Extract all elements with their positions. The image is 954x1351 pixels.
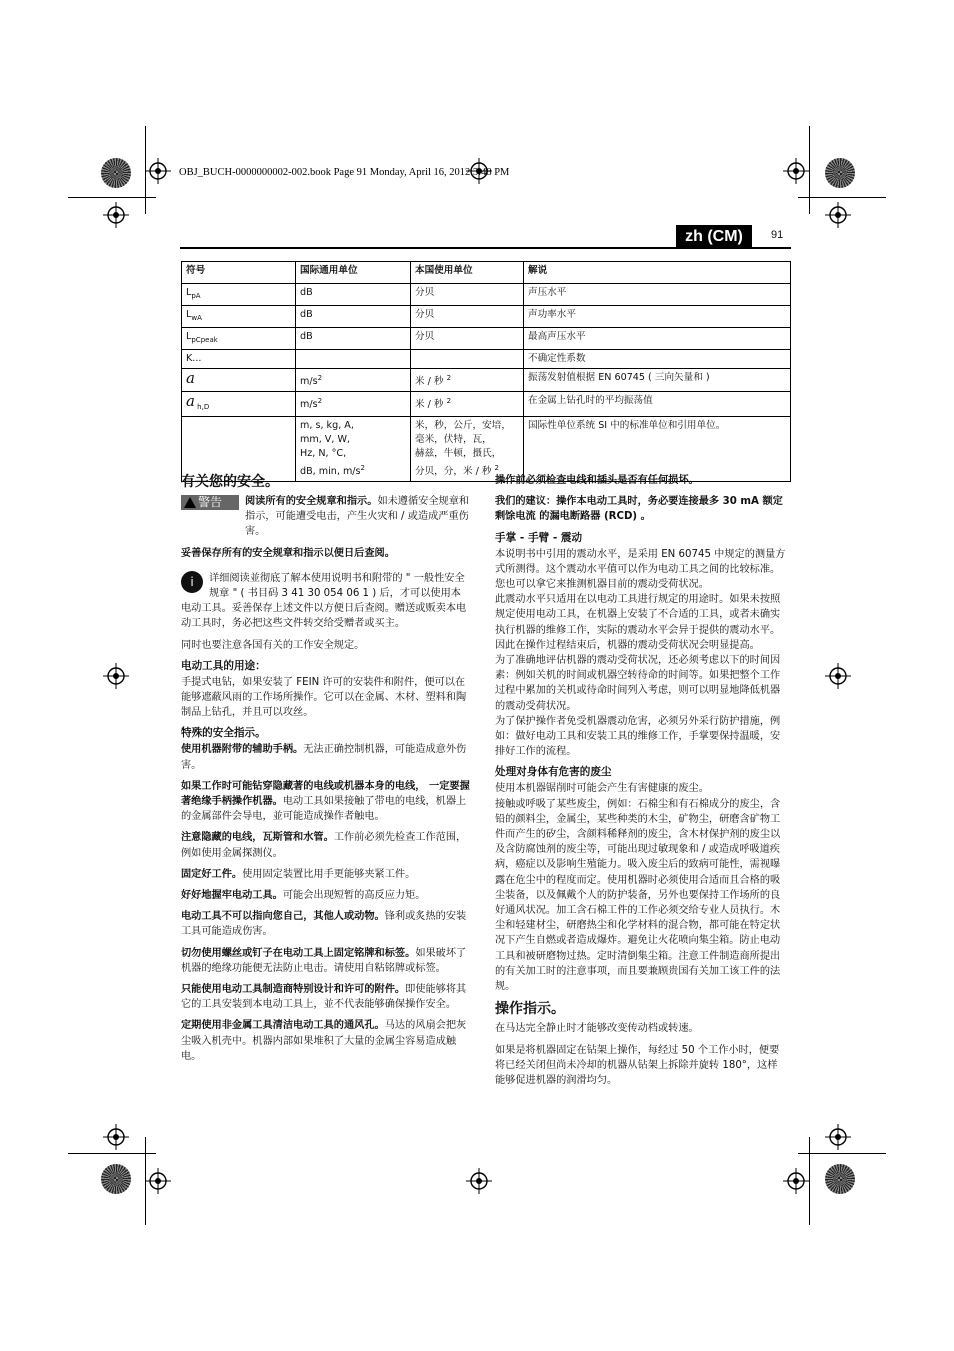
warning-text: 阅读所有的安全规章和指示。如未遵循安全规章和指示，可能遭受电击，产生火灾和 / 或造成严重伤害。 [245,496,470,538]
operation-paragraph: 在马达完全静止时才能够改变传动档或转速。 [495,1023,699,1035]
right-column [495,473,787,1094]
registration-crosshair-icon [103,1124,129,1150]
operation-paragraph: 如果是将机器固定在钻架上操作，每经过 50 个工作小时，便要将已经关闭但尚未冷却的机器从钻架上拆除并旋转 180°，这样能够促进机器的润滑均匀。 [495,1044,780,1086]
registration-crosshair-icon [145,158,171,184]
keep-instructions: 妥善保存所有的安全规章和指示以便日后查阅。 [181,547,395,559]
table-header-row [182,262,791,284]
local-unit-cell: 分贝 [411,305,524,327]
vibration-paragraph: 为了准确地评估机器的震动受荷状况，还必须考虑以下的时间因素：例如关机的时间或机器空转待命的时间等。如果把整个工作过程中累加的关机或待命时间列入考虑，则可以明显地降低机器的震动受荷状况。 [495,655,781,712]
use-text: 手提式电钻，如果安装了 FEIN 许可的安装件和附件，便可以在能够遮蔽风雨的工作场所操作。它可以在金属、木材、塑料和陶制品上钻孔，并且可以攻丝。 [181,676,467,719]
color-rosette-icon [101,158,131,188]
si-unit-cell: $m/s^2$ [296,391,411,416]
safety-item: 如果工作时可能钻穿隐藏著的电线或机器本身的电线， 一定要握著绝缘手柄操作机器。电动工具如果接触了带电的电线，机器上的金属部件会导电，並可能造成操作者触电。 [181,780,470,823]
read-manual-text: i 详细阅读並彻底了解本使用说明书和附带的 " 一般性安全规章 " ( 书目码 3 41 30 054 06 1 ) 后，才可以使用本电动工具。妥善保存上述文件以方便日后查阅。赠送或贩卖本电动工具时，务必把这些文件转交给受赠者或买主。 [181,572,467,630]
header-rule [180,247,791,249]
local-unit-cell: 米 / 秒 $^2$ [411,391,524,416]
dust-heading: 处理对身体有危害的废尘 [495,766,612,779]
symbol-cell: a [182,368,296,391]
description-cell: 振荡发射值根据 EN 60745 ( 三向矢量和 ) [524,368,791,391]
warning-badge: 警告 [181,495,239,510]
table-row [182,416,791,481]
use-heading: 电动工具的用途： [181,659,266,672]
table-row [182,327,791,349]
section-title-operation: 操作指示。 [495,1001,565,1018]
registration-crosshair-icon [783,1168,809,1194]
vibration-paragraph: 本说明书中引用的震动水平，是采用 EN 60745 中规定的测量方式所测得。这个震动水平值可以作为电动工具之间的比较标准。您也可以拿它来推测机器目前的震动受荷状况。 [495,548,786,591]
color-rosette-icon [825,158,855,188]
si-unit-cell: dB [296,327,411,349]
local-unit-cell: 分贝 [411,327,524,349]
table-row [182,284,791,306]
safety-item: 注意隐藏的电线，瓦斯管和水管。工作前必须先检查工作范围，例如使用金属探测仪。 [181,832,467,859]
color-rosette-icon [101,1164,131,1194]
dust-paragraph: 接触或呼吸了某些废尘，例如：石棉尘和有石棉成分的废尘，含铅的颜料尘，金属尘，某些种类的木尘，矿物尘，研磨含矿物工件而产生的矽尘，含颜料稀释剂的废尘，含木材保护剂的废尘以及含防腐蚀剂的废尘等，可能出现过敏现象和 / 或造成呼吸道疾病，癌症以及影响生殖能力。吸入废尘后的致病可能性，需视曝露在危尘中的程度而定。使用机器时必须使用合适而且合格的吸尘装备，以及佩戴个人的防护装备，另外也要保持工作场所的良好通风状况。加工含石棉工件的工作必须交给专业人员执行。木尘和轻建材尘，研磨热尘和化学材料的混合物，都可能在特定状况下产生自燃或者造成爆炸。避免让火花喷向集尘箱。防止电动工具和被研磨物过热。定时清倒集尘箱。注意工件制造商所提出的有关加工时的注意事项，而且要兼顾贵国有关加工该工件的法规。 [495,798,781,993]
color-rosette-icon [825,1164,855,1194]
description-cell: 声功率水平 [524,305,791,327]
check-cable-text: 操作前必须检查电线和插头是否有任何损坏。 [495,475,699,486]
symbol-cell: $L_{pCpeak}$ [182,327,296,349]
local-unit-cell: 米，秒，公斤，安培， 毫米，伏特，瓦， 赫兹，牛顿，摄氏， 分贝，分，米 / 秒 $^2$ [411,416,524,481]
read-manual-icon: i [181,571,203,593]
units-table [181,261,791,482]
description-cell: 国际性单位系统 SI 中的标准单位和引用单位。 [524,416,791,481]
description-cell: 声压水平 [524,284,791,306]
registration-crosshair-icon [145,1168,171,1194]
symbol-cell [182,416,296,481]
symbol-cell: K... [182,349,296,368]
safety-item: 电动工具不可以指向您自己，其他人或动物。锋利或炙热的安装工具可能造成伤害。 [181,911,467,938]
section-title-safety: 有关您的安全。 [181,474,279,490]
vibration-paragraph: 此震动水平只适用在以电动工具进行规定的用途时。如果未按照规定使用电动工具，在机器上安装了不合适的工具，或者未确实执行机器的维修工作，实际的震动水平会异于提供的震动水平。因此在操作过程结束后，机器的震动受荷状况会明显提高。 [495,594,781,651]
safety-item: 切勿使用螺丝或钉子在电动工具上固定铭牌和标签。如果破坏了机器的绝缘功能便无法防止电击。请使用自粘铭牌或标签。 [181,947,467,974]
registration-crosshair-icon [825,202,851,228]
description-cell: 最高声压水平 [524,327,791,349]
warning-triangle-icon [184,497,196,508]
si-unit-cell: m, s, kg, A, mm, V, W, Hz, N, °C, dB, min, $m/s^2$ [296,416,411,481]
description-cell: 不确定性系数 [524,349,791,368]
table-row [182,349,791,368]
local-unit-cell: 米 / 秒 $^2$ [411,368,524,391]
language-badge: zh (CM) [676,225,752,248]
safety-item: 使用机器附带的辅助手柄。无法正确控制机器，可能造成意外伤害。 [181,744,467,771]
symbol-cell: $L_{wA}$ [182,305,296,327]
book-info-line: OBJ_BUCH-0000000002-002.book Page 91 Monday, April 16, 2012 3:48 PM [179,167,510,178]
safety-item: 好好地握牢电动工具。可能会出现短暂的高反应力矩。 [181,890,426,902]
recommendation-text: 我们的建议：操作本电动工具时，务必要连接最多 30 mA 额定剩馀电流 的漏电断路器 (RCD) 。 [495,496,783,523]
column-header: 解说 [524,262,791,284]
registration-crosshair-icon [103,202,129,228]
si-unit-cell: $m/s^2$ [296,368,411,391]
safety-item: 固定好工件。使用固定装置比用手更能够夹紧工件。 [181,868,416,880]
registration-crosshair-icon [783,158,809,184]
table-row [182,305,791,327]
local-unit-cell: 分贝 [411,284,524,306]
vibration-heading: 手掌 - 手臂 - 震动 [495,531,583,544]
table-row [182,391,791,416]
special-safety-heading: 特殊的安全指示。 [181,727,266,740]
column-header: 国际通用单位 [296,262,411,284]
si-unit-cell: dB [296,284,411,306]
symbol-cell: a $_{h,D}$ [182,391,296,416]
dust-paragraph: 使用本机器锯削时可能会产生有害健康的废尘。 [495,783,709,795]
registration-crosshair-icon [825,663,851,689]
symbol-cell: $L_{pA}$ [182,284,296,306]
registration-crosshair-icon [103,663,129,689]
si-unit-cell [296,349,411,368]
national-rules: 同时也要注意各国有关的工作安全规定。 [181,639,365,651]
column-header: 符号 [182,262,296,284]
table-row [182,368,791,391]
left-column [181,473,471,1070]
local-unit-cell [411,349,524,368]
description-cell: 在金属上钻孔时的平均振荡值 [524,391,791,416]
si-unit-cell: dB [296,305,411,327]
safety-item: 只能使用电动工具制造商特别设计和许可的附件。即使能够将其它的工具安装到本电动工具上，並不代表能够确保操作安全。 [181,984,467,1011]
registration-crosshair-icon [466,1168,492,1194]
safety-item: 定期使用非金属工具清洁电动工具的通风孔。马达的风扇会把灰尘吸入机壳中。机器内部如果堆积了大量的金属尘容易造成触电。 [181,1020,467,1062]
warning-block [181,494,471,546]
vibration-paragraph: 为了保护操作者免受机器震动危害，必须另外采行防护措施，例如：做好电动工具和安装工具的维修工作，手掌要保持温暖，安排好工作的流程。 [495,715,781,758]
page-number: 91 [771,229,784,241]
column-header: 本国使用单位 [411,262,524,284]
registration-crosshair-icon [825,1124,851,1150]
